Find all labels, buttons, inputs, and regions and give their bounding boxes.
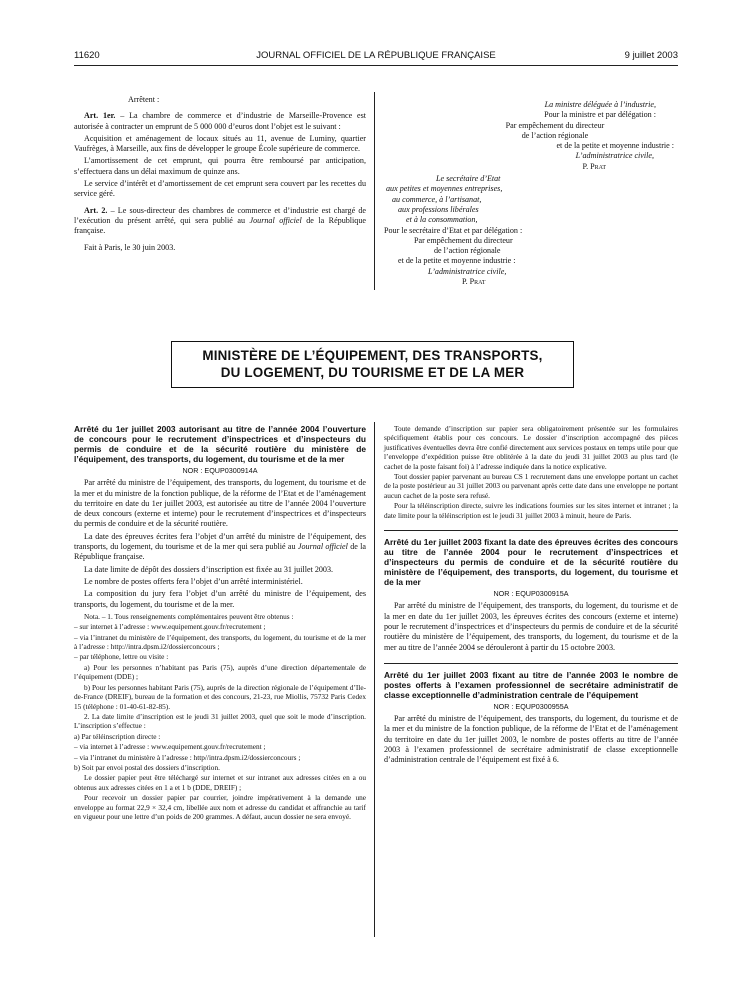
ministry-heading-box: [171, 341, 574, 388]
nota-13: Pour recevoir un dossier papier par courrier, joindre impérativement à la demande une enveloppe au format 22,9 × 32,4 cm, libellée aux nom et adresse du candidat et affranchie au tarif en vigueur pour une lettre d’un poids de 200 grammes. A défaut, aucun dossier ne sera envoyé.: [74, 793, 366, 821]
sig-line-17: L’administratrice civile,: [428, 266, 507, 276]
right-para-5: Par arrêté du ministre de l’équipement, des transports, du logement, du tourisme et de la mer et du ministre de la fonction publique, de la réforme de l’Etat et de l’aménagement du territoire en date du 1er juillet 2003, le nombre de postes offerts au titre de l’année 2003 à l’examen professionnel de secrétaire administratif de classe exceptionnelle d’administration centrale de l’équipement est fixé à 6.: [384, 714, 678, 765]
left-column: [74, 424, 366, 822]
fait-a-paris: Fait à Paris, le 30 juin 2003.: [84, 242, 176, 252]
left-para-2-journal: Journal officiel: [297, 542, 348, 552]
column-divider-top: [374, 92, 375, 290]
top-left-column: [74, 95, 366, 255]
nota-9: – via internet à l’adresse : www.equipement.gouv.fr/recrutement ;: [74, 742, 266, 752]
left-para-3: La date limite de dépôt des dossiers d’inscription est fixée au 31 juillet 2003.: [84, 564, 334, 574]
article-2-label: Art. 2.: [84, 205, 108, 215]
running-header: [74, 50, 678, 64]
left-para-4: Le nombre de postes offerts fera l’objet d’un arrêté interministériel.: [84, 576, 303, 586]
arretent-heading: Arrêtent :: [128, 95, 160, 104]
sig-line-3: Par empêchement du directeur: [505, 120, 605, 130]
nota-10: – via l’intranet du ministère à l’adresse : http//intra.dpsm.i2/dossierconcours ;: [74, 752, 301, 762]
nota-7: 2. La date limite d’inscription est le jeudi 31 juillet 2003, quel que soit le mode d’inscription. L’inscription s’effectue :: [74, 711, 366, 731]
header-rule: [74, 65, 678, 66]
sig-minister-title: La ministre déléguée à l’industrie,: [544, 100, 656, 109]
article-1-text: – La chambre de commerce et d’industrie de Marseille-Provence est autorisée à contracter un emprunt de 5 000 000 d’euros dont l’objet est le suivant :: [74, 111, 366, 131]
sig-line-14: Par empêchement du directeur: [414, 235, 513, 245]
sig-line-13: Pour le secrétaire d’Etat et par délégation :: [384, 225, 523, 235]
page-number: 11620: [74, 50, 100, 61]
article-1: [74, 111, 366, 132]
section-separator-1: [384, 530, 678, 531]
paragraph-acquisition: Acquisition et aménagement de locaux situés au 11, avenue de Luminy, quartier Vaufrèges, à Marseille, aux fins de développer le groupe École supérieure de commerce.: [74, 133, 366, 154]
sig-name-2: P. Prat: [462, 277, 486, 287]
paragraph-amortissement: L’amortissement de cet emprunt, qui pourra être remboursé par anticipation, s’effectuera dans un délai maximum de quinze ans.: [74, 156, 366, 176]
sig-name-1: P. Prat: [582, 161, 606, 171]
right-para-3: Pour la téléinscription directe, suivre les indications fournies sur les sites internet et intranet ; la date limite pour la téléinscription est le jeudi 31 juillet 2003 à minuit, heure de Paris.: [384, 501, 678, 520]
ministry-line-2: DU LOGEMENT, DU TOURISME ET DE LA MER: [220, 365, 525, 380]
arrete-title-2: Arrêté du 1er juillet 2003 fixant la date des épreuves écrites des concours au titre de l’année 2004 pour le recrutement d’inspectrices et d’inspecteurs du permis de conduire et de la sécurité routière du ministère de l’équipement, des transports, du logement, du tourisme et de la mer: [384, 537, 678, 588]
nota-8: a) Par téléinscription directe :: [74, 731, 161, 741]
arrete-title-3: Arrêté du 1er juillet 2003 fixant au titre de l’année 2003 le nombre de postes offerts à l’examen professionnel de secrétaire administratif de classe exceptionnelle d’administration centrale de l’équipement: [384, 669, 678, 700]
sig-line-6: L’administratrice civile,: [575, 151, 654, 161]
article-2-text-a: – Le sous-directeur des chambres de commerce et d’industrie est chargé de l’exécution du présent arrêté, qui sera publié au: [74, 205, 367, 225]
journal-title: JOURNAL OFFICIEL DE LA RÉPUBLIQUE FRANÇAISE: [256, 50, 496, 61]
left-para-2: [74, 532, 366, 563]
nota-3: – via l’intranet du ministère de l’équipement, des transports, du logement, du tourisme et de la mer à l’adresse : http://intra.dpsm.i2/dossierconcours ;: [74, 632, 366, 652]
nota-11: b) Soit par envoi postal des dossiers d’inscription.: [74, 762, 220, 772]
right-para-1: Toute demande d’inscription sur papier sera obligatoirement présentée sur les formulaires spécifiquement établis pour ces concours. Le dossier d’inscription accompagné des pièces justificatives éventuelles devra être confié directement aux services postaux en temps utile pour que l’enveloppe d’expédition puisse être oblitérée à la date du jeudi 31 juillet 2003 au plus tard (le cachet de la poste faisant foi) à l’adresse indiquée dans la notice explicative.: [384, 424, 678, 471]
nor-2: NOR : EQUP0300915A: [493, 589, 569, 599]
nota-5: a) Pour les personnes n’habitant pas Paris (75), auprès d’une direction départementale de l’équipement (DDE) ;: [74, 662, 366, 682]
nota-6: b) Pour les personnes habitant Paris (75), auprès de la direction régionale de l’équipement d’Ile-de-France (DREIF), bureau de la formation et des concours, 21-23, rue Miollis, 75732 Paris Cedex 15 (téléphone : 01-40-61-82-85).: [74, 682, 366, 711]
paragraph-service: Le service d’intérêt et d’amortissement de cet emprunt sera couvert par les recettes du service géré.: [74, 179, 366, 199]
sig-line-15: de l’action régionale: [434, 246, 501, 256]
nor-1: NOR : EQUP0300914A: [182, 466, 258, 475]
right-column: [384, 424, 678, 768]
ministry-line-1: MINISTÈRE DE L’ÉQUIPEMENT, DES TRANSPORTS,: [202, 348, 543, 363]
left-para-2-b: de la République française.: [74, 542, 366, 562]
nota-1: Nota. – 1. Tous renseignements complémentaires peuvent être obtenus :: [84, 611, 294, 621]
right-para-2: Tout dossier papier parvenant au bureau CS 1 recrutement dans une enveloppe portant un cachet de la poste postérieur au 31 juillet 2003 ou parvenant après cette date dans une enveloppe ne portant aucun cachet de la poste sera refusé.: [384, 472, 678, 500]
sig-delegation: Pour la ministre et par délégation :: [544, 110, 656, 120]
nota-2: – sur internet à l’adresse : www.equipement.gouv.fr/recrutement ;: [74, 622, 266, 632]
sig-line-12: et à la consommation,: [406, 215, 478, 225]
article-2: [74, 206, 366, 237]
article-2-journal: Journal officiel: [249, 215, 302, 225]
sig-line-5: et de la petite et moyenne industrie :: [556, 141, 674, 151]
article-2-text-b: de la République française.: [74, 215, 366, 236]
nota-12: Le dossier papier peut être téléchargé sur internet et sur intranet aux adresses citées en a ou obtenus aux adresses citées en 1 a et 1 b (DDE, DREIF) ;: [74, 773, 366, 792]
left-para-5: La composition du jury fera l’objet d’un arrêté du ministre de l’équipement, des transports, du logement, du tourisme et de la mer.: [74, 589, 366, 609]
left-para-1: Par arrêté du ministre de l’équipement, des transports, du logement, du tourisme et de la mer et du ministre de la fonction publique, de la réforme de l’Etat et de l’aménagement du territoire en date du 1er juillet 2003, est autorisée au titre de l’année 2004 l’ouverture de deux concours (externe et interne) pour le recrutement d’inspectrices et d’inspecteurs du permis de conduire et de la sécurité routière.: [74, 478, 366, 529]
sig-line-9: aux petites et moyennes entreprises,: [386, 184, 503, 194]
right-para-4: Par arrêté du ministre de l’équipement, des transports, du logement, du tourisme et de la mer en date du 1er juillet 2003, les épreuves écrites des concours (externe et interne) pour le recrutement d’inspectrices et d’inspecteurs du permis de conduire et de la sécurité routière du ministère de l’équipement, des transports, du logement, du tourisme et de la mer au titre de l’année 2004 se dérouleront à partir du 15 octobre 2003.: [384, 601, 678, 652]
sig-line-11: aux professions libérales: [398, 204, 479, 214]
signature-block: [384, 100, 676, 287]
sig-line-8: Le secrétaire d’Etat: [436, 174, 501, 184]
left-para-2-a: La date des épreuves écrites fera l’objet d’un arrêté du ministre de l’équipement, des transports, du logement, du tourisme et de la mer qui sera publié au: [74, 531, 366, 552]
sig-line-4: de l’action régionale: [521, 130, 589, 140]
sig-line-10: au commerce, à l’artisanat,: [392, 194, 482, 204]
nor-3: NOR : EQUP0300955A: [493, 701, 569, 711]
section-separator-2: [384, 663, 678, 664]
arrete-title-1: Arrêté du 1er juillet 2003 autorisant au titre de l’année 2004 l’ouverture de concours pour le recrutement d’inspectrices et d’inspecteurs du permis de conduire et de la sécurité routière du ministère de l’équipement, des transports, du logement, du tourisme et de la mer: [74, 424, 366, 464]
nota-4: – par téléphone, lettre ou visite :: [74, 652, 169, 662]
column-divider-bottom: [374, 422, 375, 937]
article-1-label: Art. 1er.: [84, 111, 116, 121]
issue-date: 9 juillet 2003: [624, 50, 678, 61]
sig-line-16: et de la petite et moyenne industrie :: [398, 256, 516, 266]
